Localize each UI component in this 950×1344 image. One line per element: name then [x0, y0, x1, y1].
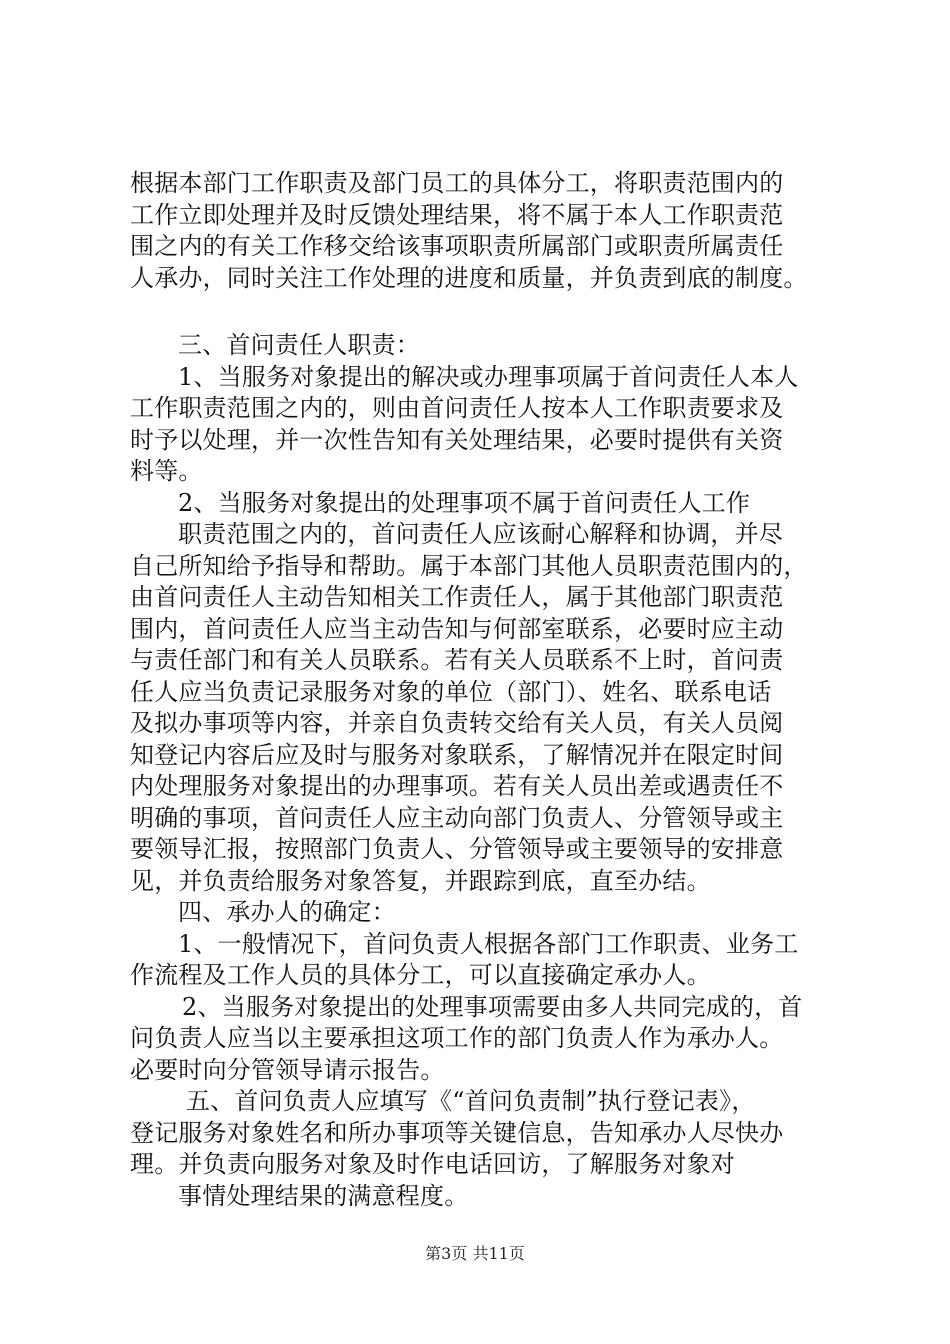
paragraph-line: 料等。 — [130, 457, 203, 485]
paragraph-line: 知登记内容后应及时与服务对象联系，了解情况并在限定时间 — [130, 740, 784, 769]
paragraph-line: 围内，首问责任人应当主动告知与何部室联系，必要时应主动 — [130, 614, 784, 643]
paragraph-line: 工作立即处理并及时反馈处理结果，将不属于本人工作职责范 — [130, 200, 784, 229]
section-heading: 四、承办人的确定： — [178, 898, 396, 926]
section-heading: 五、首问负责人应填写《“首问负责制”执行登记表》， — [186, 1087, 756, 1115]
paragraph-line: 自己所知给予指导和帮助。属于本部门其他人员职责范围内的， — [130, 551, 808, 580]
paragraph-line: 职责范围之内的，首问责任人应该耐心解释和协调，并尽 — [178, 520, 783, 548]
page-number-footer: 第3页 共11页 — [425, 1244, 525, 1263]
paragraph-line: 围之内的有关工作移交给该事项职责所属部门或职责所属责任 — [130, 232, 784, 260]
paragraph-line: 问负责人应当以主要承担这项工作的部门负责人作为承办人。 — [130, 1024, 784, 1052]
paragraph-line: 理。并负责向服务对象及时作电话回访，了解服务对象对 — [130, 1150, 735, 1178]
paragraph-line: 内处理服务对象提出的办理事项。若有关人员出差或遇责任不 — [130, 772, 784, 800]
paragraph-line: 工作职责范围之内的，则由首问责任人按本人工作职责要求及 — [130, 394, 784, 422]
paragraph-line: 时予以处理，并一次性告知有关处理结果，必要时提供有关资 — [130, 425, 784, 454]
paragraph-line: 2、当服务对象提出的处理事项不属于首问责任人工作 — [178, 488, 751, 517]
paragraph-line: 1、当服务对象提出的解决或办理事项属于首问责任人本人 — [178, 362, 799, 391]
paragraph-line: 1、一般情况下，首问负责人根据各部门工作职责、业务工 — [178, 929, 799, 958]
paragraph-line: 登记服务对象姓名和所办事项等关键信息，告知承办人尽快办 — [130, 1118, 784, 1147]
paragraph-line: 事情处理结果的满意程度。 — [178, 1181, 469, 1210]
paragraph-line: 2、当服务对象提出的处理事项需要由多人共同完成的，首 — [182, 992, 803, 1021]
paragraph-line: 及拟办事项等内容，并亲自负责转交给有关人员，有关人员阅 — [130, 709, 784, 737]
paragraph-line: 人承办，同时关注工作处理的进度和质量，并负责到底的制度。 — [130, 263, 808, 292]
paragraph-line: 要领导汇报，按照部门负责人、分管领导或主要领导的安排意 — [130, 835, 784, 863]
paragraph-line: 见，并负责给服务对象答复，并跟踪到底，直至办结。 — [130, 866, 711, 895]
paragraph-line: 必要时向分管领导请示报告。 — [130, 1055, 445, 1084]
paragraph-line: 根据本部门工作职责及部门员工的具体分工，将职责范围内的 — [130, 169, 784, 197]
paragraph-gap — [130, 294, 830, 330]
section-heading: 三、首问责任人职责： — [178, 331, 420, 359]
document-body — [130, 168, 830, 1212]
paragraph-line: 与责任部门和有关人员联系。若有关人员联系不上时，首问责 — [130, 646, 784, 674]
paragraph-line: 明确的事项，首问责任人应主动向部门负责人、分管领导或主 — [130, 803, 784, 832]
paragraph-line: 任人应当负责记录服务对象的单位（部门）、姓名、联系电话 — [130, 677, 772, 706]
paragraph-line: 作流程及工作人员的具体分工，可以直接确定承办人。 — [130, 961, 711, 989]
paragraph-line: 由首问责任人主动告知相关工作责任人，属于其他部门职责范 — [130, 583, 784, 611]
